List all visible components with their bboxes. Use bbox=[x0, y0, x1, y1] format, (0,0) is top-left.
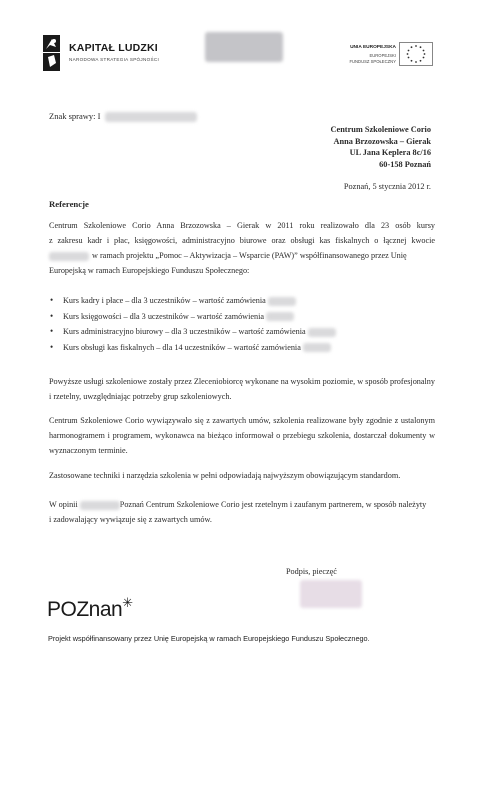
recipient-block bbox=[331, 124, 431, 170]
recipient-line3: UL Jana Keplera 8c/16 bbox=[349, 148, 431, 157]
intro-line3 bbox=[49, 248, 435, 263]
opinion-line2: i zadowalający wywiązuje się z zawartych umów. bbox=[49, 515, 212, 524]
recipient-line4: 60-158 Poznań bbox=[379, 159, 431, 169]
kapital-ludzki-subtitle: NARODOWA STRATEGIA SPÓJNOŚCI bbox=[69, 57, 160, 62]
poznan-logo bbox=[47, 595, 133, 622]
intro-line2: z zakresu kadr i płac, księgowości, administracyjno biurowe oraz obsługi kas fiskalnych o łącznej kwocie bbox=[49, 236, 435, 245]
redacted-case-number bbox=[105, 112, 197, 122]
list-item: • Kurs obsługi kas fiskalnych – dla 14 uczestników – wartość zamówienia bbox=[49, 340, 435, 356]
redacted-amount bbox=[49, 252, 89, 261]
eu-flag-icon bbox=[399, 42, 433, 66]
case-reference bbox=[49, 111, 197, 122]
redacted-value bbox=[268, 297, 296, 306]
case-reference-prefix: I bbox=[97, 111, 101, 121]
paragraph-intro bbox=[49, 218, 435, 278]
list-item: • Kurs administracyjno biurowy – dla 3 uczestników – wartość zamówienia bbox=[49, 324, 435, 340]
signature-label: Podpis, pieczęć bbox=[286, 567, 337, 576]
kapital-ludzki-logo bbox=[40, 35, 190, 75]
opinion-line1-text: Poznań Centrum Szkoleniowe Corio jest rzetelnym i zaufanym partnerem, w sposób należyty bbox=[119, 500, 427, 509]
letter-title: Referencje bbox=[49, 199, 89, 209]
letter-date: Poznań, 5 stycznia 2012 r. bbox=[343, 182, 431, 191]
redacted-signature bbox=[300, 580, 362, 608]
opinion-start: W opinii bbox=[49, 500, 78, 509]
paragraph-quality: Powyższe usługi szkoleniowe zostały przez Zleceniobiorcę wykonane na wysokim poziomie, w sposób profesjonalny i rzetelny, uwzględniając potrzeby grup szkoleniowych. bbox=[49, 377, 435, 401]
poznan-star-icon: ✳ bbox=[122, 595, 133, 610]
recipient-line2: Anna Brzozowska – Gierak bbox=[333, 136, 431, 146]
footer-note: Projekt współfinansowany przez Unię Europejską w ramach Europejskiego Funduszu Społecznego. bbox=[48, 634, 370, 643]
eu-logo bbox=[338, 42, 443, 68]
redacted-value bbox=[308, 328, 336, 337]
list-item: • Kurs kadry i płace – dla 3 uczestników – wartość zamówienia bbox=[49, 293, 435, 309]
redacted-value bbox=[266, 312, 294, 321]
eu-logo-line1: UNIA EUROPEJSKA bbox=[350, 45, 396, 50]
kapital-ludzki-emblem-icon bbox=[40, 35, 64, 71]
poznan-logo-text: POZnan bbox=[47, 598, 123, 621]
list-item: • Kurs księgowości – dla 3 uczestników – wartość zamówienia bbox=[49, 309, 435, 325]
redacted-value bbox=[303, 343, 331, 352]
eu-logo-line3: FUNDUSZ SPOŁECZNY bbox=[349, 59, 396, 64]
redacted-name bbox=[80, 501, 120, 510]
paragraph-opinion bbox=[49, 497, 435, 527]
case-reference-label: Znak sprawy: bbox=[49, 111, 98, 121]
recipient-line1: Centrum Szkoleniowe Corio bbox=[330, 125, 431, 134]
eu-logo-line2: EUROPEJSKI bbox=[369, 53, 396, 58]
course-list bbox=[49, 293, 435, 355]
intro-line3-text: w ramach projektu „Pomoc – Aktywizacja – Wsparcie (PAW)” współfinansowanego przez Unię bbox=[92, 251, 407, 260]
intro-line1: Centrum Szkoleniowe Corio Anna Brzozowska – Gierak w 2011 roku realizowało dla 23 osób kursy bbox=[49, 221, 435, 230]
opinion-line1 bbox=[49, 497, 435, 512]
paragraph-contracts: Centrum Szkoleniowe Corio wywiązywało się z zawartych umów, szkolenia realizowane były zgodnie z ustalonym harmonogramem i programem, wykonawca na bieżąco informował o przebiegu szkolenia, dostarczał dokumenty w wyznaczonym terminie. bbox=[49, 416, 435, 455]
redacted-logo bbox=[205, 32, 283, 62]
kapital-ludzki-title: KAPITAŁ LUDZKI bbox=[69, 42, 158, 54]
paragraph-techniques: Zastosowane techniki i narzędzia szkolenia w pełni odpowiadają najwyższym obowiązującym standardom. bbox=[49, 471, 401, 480]
intro-line4: Europejską w ramach Europejskiego Funduszu Społecznego: bbox=[49, 266, 250, 275]
